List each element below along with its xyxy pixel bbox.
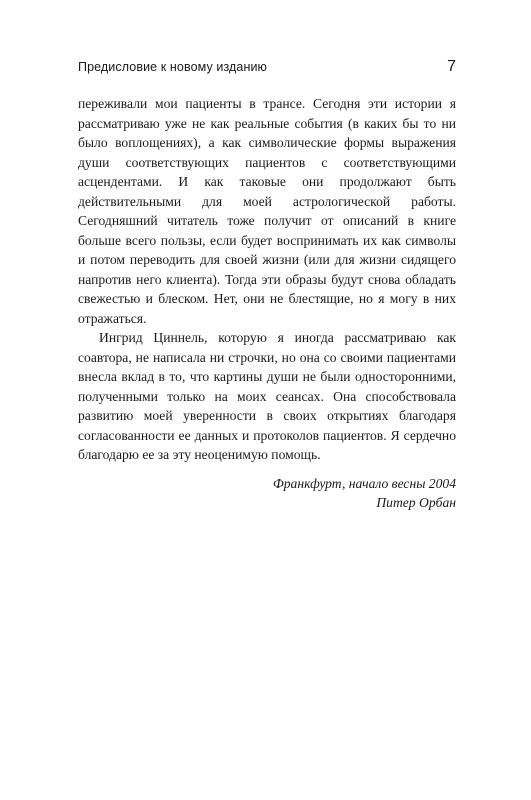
chapter-title: Предисловие к новому изданию bbox=[78, 60, 268, 74]
page-number: 7 bbox=[447, 58, 456, 75]
signature-block bbox=[78, 474, 456, 513]
paragraph-continuation: переживали мои пациенты в трансе. Сегодня эти истории я рассматриваю уже не как реальные события (в каких бы то ни было воплощениях), а как символические формы выражения души соответствующих пациентов с соответствующими асцендентами. И как таковые они продолжают быть действительными для моей астрологической работы. Сегодняшний читатель тоже получит от описаний в книге больше всего пользы, если будет воспринимать их как символы и потом переводить для своей жизни (или для жизни сидящего напротив него клиента). Тогда эти образы будут снова обладать свежестью и блеском. Нет, они не блестящие, но я могу в них отражаться. bbox=[78, 96, 456, 326]
running-header bbox=[78, 58, 456, 78]
body-text bbox=[78, 94, 456, 513]
paragraph-acknowledgement: Ингрид Циннель, которую я иногда рассматриваю как соавтора, не написала ни строчки, но она со своими пациентами внесла вклад в то, что картины души не были односторонними, полученными только на моих сеансах. Она способствовала развитию моей уверенности в своих открытиях благодаря согласованности ее данных и протоколов пациентов. Я сердечно благодарю ее за эту неоценимую помощь. bbox=[78, 330, 456, 462]
signature-author: Питер Орбан bbox=[376, 495, 456, 510]
signature-place-date: Франкфурт, начало весны 2004 bbox=[272, 475, 456, 491]
